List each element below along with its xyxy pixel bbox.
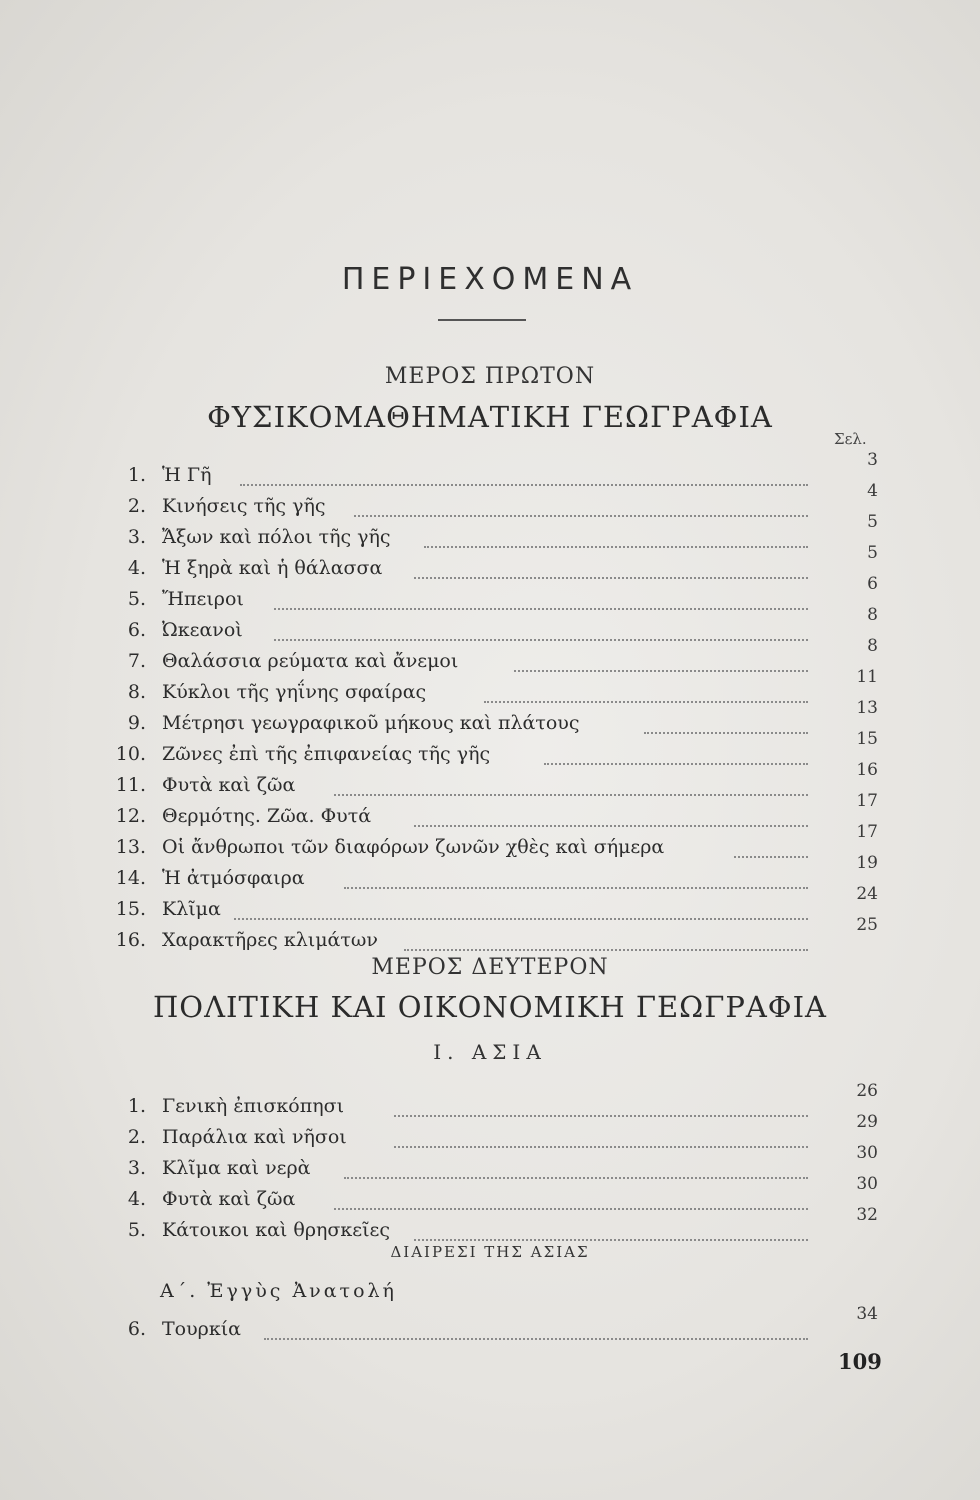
part2-heading: ΠΟΛΙΤΙΚΗ ΚΑΙ ΟΙΚΟΝΟΜΙΚΗ ΓΕΩΓΡΑΦΙΑ [153, 990, 827, 1024]
dot-leader [424, 542, 808, 548]
entry-page: 15 [856, 729, 878, 749]
dot-leader [414, 1235, 808, 1241]
entry-title: Ζῶνες ἐπὶ τῆς ἐπιφανείας τῆς γῆς [162, 743, 491, 765]
entry-page: 30 [856, 1174, 878, 1194]
entry-title: Φυτὰ καὶ ζῶα [162, 1188, 296, 1210]
entry-title: Τουρκία [162, 1318, 241, 1340]
entry-page: 5 [867, 512, 878, 532]
entry-title: Θερμότης. Ζῶα. Φυτά [162, 805, 372, 827]
entry-page: 34 [856, 1304, 878, 1324]
entry-page: 13 [856, 698, 878, 718]
entry-title: Ἤπειροι [162, 588, 244, 610]
part1-heading: ΦΥΣΙΚΟΜΑΘΗΜΑΤΙΚΗ ΓΕΩΓΡΑΦΙΑ [207, 400, 773, 434]
entry-number: 2. [127, 1126, 146, 1148]
entry-number: 9. [127, 712, 146, 734]
entry-page: 8 [867, 605, 878, 625]
entry-page: 24 [856, 884, 878, 904]
toc-entry[interactable] [104, 512, 884, 554]
entry-title: Παράλια καὶ νῆσοι [162, 1126, 347, 1148]
toc-entry[interactable] [104, 791, 884, 833]
entry-number: 14. [115, 867, 146, 889]
entry-number: 1. [127, 464, 146, 486]
dot-leader [274, 604, 808, 610]
entry-title: Οἱ ἄνθρωποι τῶν διαφόρων ζωνῶν χθὲς καὶ σήμερα [162, 836, 665, 858]
entry-title: Κλῖμα καὶ νερὰ [162, 1157, 311, 1179]
entry-page: 11 [856, 667, 878, 687]
entry-number: 4. [127, 1188, 146, 1210]
entry-number: 8. [127, 681, 146, 703]
dot-leader [274, 635, 808, 641]
entry-page: 16 [856, 760, 878, 780]
title-rule [438, 319, 526, 321]
dot-leader [644, 728, 808, 734]
entry-page: 26 [856, 1081, 878, 1101]
section-heading-asia: I. ΑΣΙΑ [433, 1040, 547, 1064]
entry-page: 4 [867, 481, 878, 501]
entry-number: 1. [127, 1095, 146, 1117]
entry-title: Ἡ Γῆ [162, 464, 212, 486]
dot-leader [344, 883, 808, 889]
entry-number: 3. [127, 1157, 146, 1179]
entry-number: 11. [115, 774, 146, 796]
entry-title: Ἡ ἀτμόσφαιρα [162, 867, 305, 889]
toc-entry[interactable] [104, 822, 884, 864]
entry-page: 32 [856, 1205, 878, 1225]
toc-entry[interactable] [104, 605, 884, 647]
entry-page: 30 [856, 1143, 878, 1163]
entry-title: Ἄξων καὶ πόλοι τῆς γῆς [162, 526, 391, 548]
toc-entry[interactable] [104, 1174, 884, 1216]
dot-leader [514, 666, 808, 672]
entry-page: 29 [856, 1112, 878, 1132]
entry-number: 10. [115, 743, 146, 765]
entry-number: 5. [127, 1219, 146, 1241]
entry-title: Κάτοικοι καὶ θρησκεῖες [162, 1219, 391, 1241]
entry-number: 5. [127, 588, 146, 610]
division-heading: ΔΙΑΙΡΕΣΙ ΤΗΣ ΑΣΙΑΣ [390, 1243, 590, 1261]
entry-number: 3. [127, 526, 146, 548]
toc-entry[interactable] [104, 853, 884, 895]
entry-number: 4. [127, 557, 146, 579]
toc-entry[interactable] [104, 667, 884, 709]
entry-title: Γενικὴ ἐπισκόπησι [162, 1095, 345, 1117]
entry-title: Μέτρησι γεωγραφικοῦ μήκους καὶ πλάτους [162, 712, 580, 734]
entry-page: 8 [867, 636, 878, 656]
page-title: ΠΕΡΙΕΧΟΜΕΝΑ [341, 262, 639, 297]
toc-entry[interactable] [104, 915, 884, 957]
entry-title: Κύκλοι τῆς γηΐνης σφαίρας [162, 681, 427, 703]
entry-number: 6. [127, 619, 146, 641]
toc-entry[interactable] [104, 636, 884, 678]
entry-page: 17 [856, 822, 878, 842]
page-column-label: Σελ. [834, 430, 867, 448]
dot-leader [484, 697, 808, 703]
toc-entry[interactable] [104, 884, 884, 926]
dot-leader [354, 511, 808, 517]
dot-leader [394, 1142, 808, 1148]
dot-leader [414, 821, 808, 827]
dot-leader [414, 573, 808, 579]
entry-page: 5 [867, 543, 878, 563]
entry-title: Φυτὰ καὶ ζῶα [162, 774, 296, 796]
region-heading: Α΄. Ἐγγὺς Ἀνατολή [160, 1280, 397, 1302]
toc-entry[interactable] [104, 450, 884, 492]
entry-page: 25 [856, 915, 878, 935]
entry-page: 6 [867, 574, 878, 594]
entry-title: Χαρακτῆρες κλιμάτων [162, 929, 378, 951]
toc-entry[interactable] [104, 1081, 884, 1123]
entry-title: Θαλάσσια ρεύματα καὶ ἄνεμοι [162, 650, 459, 672]
toc-entry[interactable] [104, 481, 884, 523]
dot-leader [344, 1173, 808, 1179]
part1-label: ΜΕΡΟΣ ΠΡΩΤΟΝ [384, 364, 596, 389]
page-number: 109 [838, 1349, 882, 1374]
entry-number: 16. [115, 929, 146, 951]
entry-number: 12. [115, 805, 146, 827]
entry-title: Κλῖμα [162, 898, 221, 920]
dot-leader [734, 852, 808, 858]
toc-entry[interactable] [104, 1112, 884, 1154]
dot-leader [334, 1204, 808, 1210]
dot-leader [404, 945, 808, 951]
entry-number: 7. [127, 650, 146, 672]
dot-leader [264, 1334, 808, 1340]
entry-title: Κινήσεις τῆς γῆς [162, 495, 326, 517]
entry-page: 17 [856, 791, 878, 811]
dot-leader [544, 759, 808, 765]
entry-page: 19 [856, 853, 878, 873]
toc-entry[interactable] [104, 729, 884, 771]
toc-entry[interactable] [104, 1304, 884, 1346]
part2-label: ΜΕΡΟΣ ΔΕΥΤΕΡΟΝ [371, 955, 609, 980]
dot-leader [240, 480, 808, 486]
entry-page: 3 [867, 450, 878, 470]
entry-title: Ὠκεανοὶ [162, 619, 243, 641]
toc-entry[interactable] [104, 574, 884, 616]
toc-entry[interactable] [104, 543, 884, 585]
entry-number: 2. [127, 495, 146, 517]
entry-number: 15. [115, 898, 146, 920]
dot-leader [234, 914, 808, 920]
entry-number: 6. [127, 1318, 146, 1340]
entry-number: 13. [115, 836, 146, 858]
entry-title: Ἡ ξηρὰ καὶ ἡ θάλασσα [162, 557, 383, 579]
toc-entry[interactable] [104, 760, 884, 802]
toc-entry[interactable] [104, 698, 884, 740]
dot-leader [334, 790, 808, 796]
dot-leader [394, 1111, 808, 1117]
toc-entry[interactable] [104, 1143, 884, 1185]
